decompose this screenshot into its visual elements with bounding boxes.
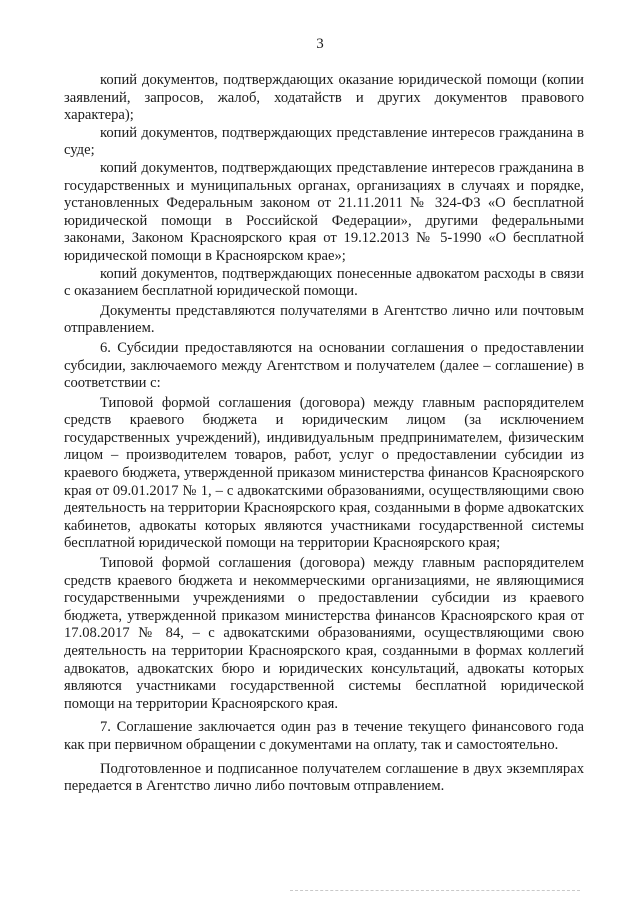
paragraph-court-docs: копий документов, подтверждающих представление интересов гражданина в суде; bbox=[64, 124, 584, 159]
paragraph-legal-help-docs: копий документов, подтверждающих оказание юридической помощи (копии заявлений, запросов, жалоб, ходатайств и других документов правового характера); bbox=[64, 72, 584, 124]
paragraph-expenses-docs: копий документов, подтверждающих понесенные адвокатом расходы в связи с оказанием бесплатной юридической помощи. bbox=[64, 265, 584, 300]
paragraph-clause-6: 6. Субсидии предоставляются на основании соглашения о предоставлении субсидии, заключаемого между Агентством и получателем (далее – соглашение) в соответствии с: bbox=[64, 339, 584, 392]
paragraph-government-docs: копий документов, подтверждающих представление интересов гражданина в государственных и муниципальных органах, организациях в случаях и порядке, установленных Федеральным законом от 21.11.2011 № 324-ФЗ «О бесплатной юридической помощи в Российской Федерации», другими федеральными законами, Законом Красноярского края от 19.12.2013 № 5-1990 «О бесплатной юридической помощи в Красноярском крае»; bbox=[64, 159, 584, 264]
scan-artifact-line bbox=[290, 890, 580, 891]
paragraph-standard-form-1: Типовой формой соглашения (договора) между главным распорядителем средств краевого бюджета и юридическим лицом (за исключением государственных учреждений), индивидуальным предпринимателем, физическим лицом – производителем товаров, работ, услуг о предоставлении субсидии из краевого бюджета, утвержденной приказом министерства финансов Красноярского края от 09.01.2017 № 1, – с адвокатскими образованиями, осуществляющими свою деятельность на территории Красноярского края, созданными в форме адвокатских кабинетов, адвокаты которых являются участниками государственной системы бесплатной юридической помощи на территории Красноярского края; bbox=[64, 394, 584, 552]
paragraph-submission: Документы представляются получателями в Агентство лично или почтовым отправлением. bbox=[64, 302, 584, 337]
paragraph-standard-form-2: Типовой формой соглашения (договора) между главным распорядителем средств краевого бюджета и некоммерческими организациями, не являющимися государственными учреждениями о предоставлении субсидии из краевого бюджета, утвержденной приказом министерства финансов Красноярского края от 17.08.2017 № 84, – с адвокатскими образованиями, осуществляющими свою деятельность на территории Красноярского края, созданными в формах коллегий адвокатов, адвокатских бюро и юридических консультаций, адвокаты которых являются участниками государственной системы бесплатной юридической помощи на территории Красноярского края. bbox=[64, 555, 584, 712]
paragraph-clause-7: 7. Соглашение заключается один раз в течение текущего финансового года как при первичном обращении с документами на оплату, так и самостоятельно. bbox=[64, 719, 584, 753]
document-body bbox=[64, 72, 584, 796]
page-number: 3 bbox=[316, 36, 324, 52]
paragraph-signed-agreement: Подготовленное и подписанное получателем соглашение в двух экземплярах передается в Агентство лично либо почтовым отправлением. bbox=[64, 760, 584, 795]
